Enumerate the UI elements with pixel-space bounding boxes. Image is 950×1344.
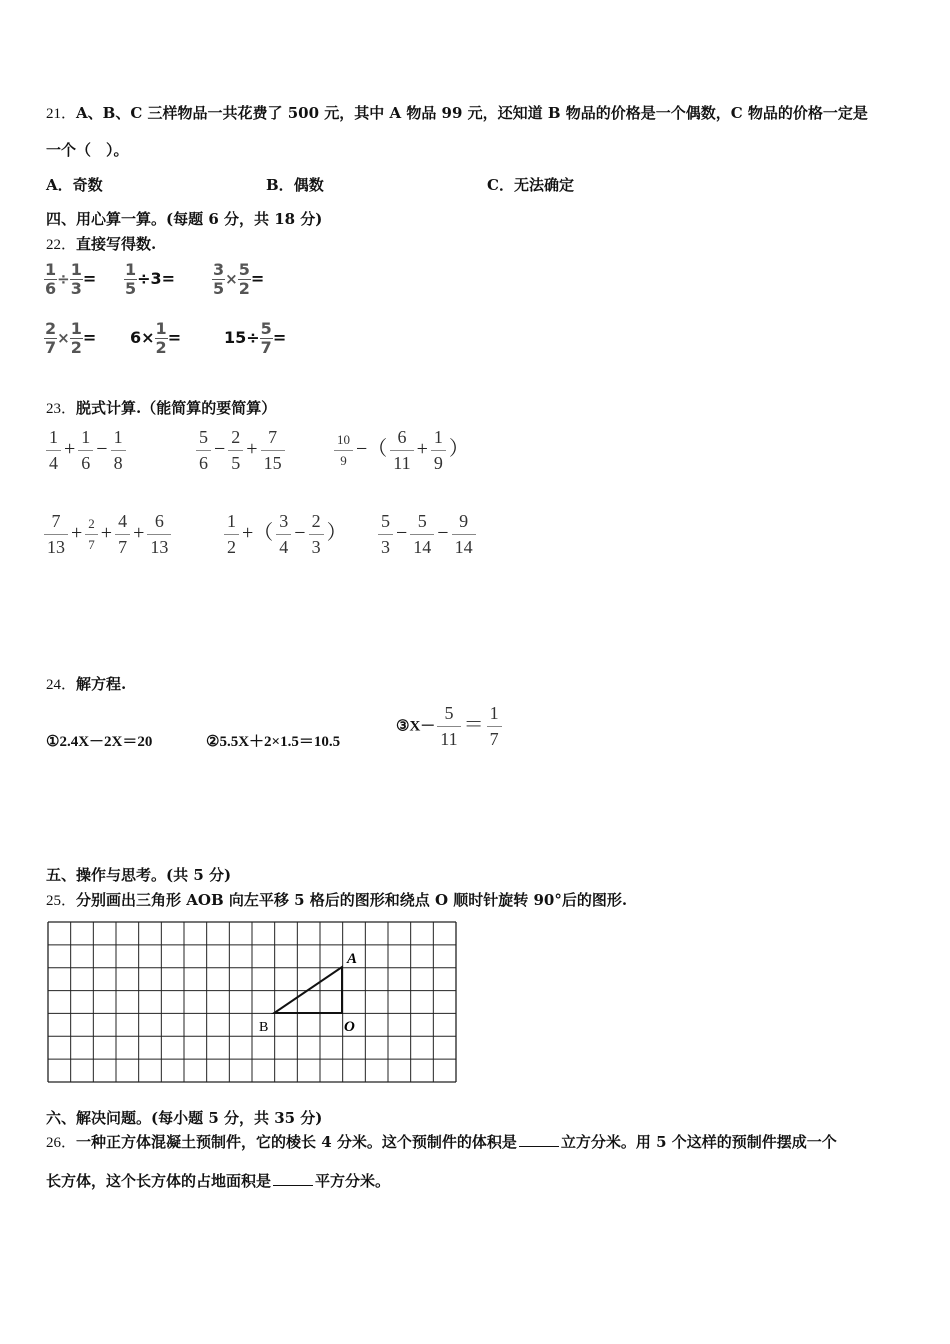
q26-text-c: 长方体，这个长方体的占地面积是 [46,1172,272,1190]
q23-expr-1: $\frac{1}{4}$ + $\frac{1}{6}$ − $\frac{1}{8}$ [44,428,128,473]
q23-expr-2: $\frac{5}{6}$ − $\frac{2}{5}$ + $\frac{7}{15}$ [194,428,287,473]
q26-number: 26． [46,1135,77,1151]
q26-line1 [46,1131,837,1152]
q21-text-line1: A、B、C 三样物品一共花费了 500 元，其中 A 物品 99 元，还知道 B 物品的价格是一个偶数，C 物品的价格一定是 [76,104,868,122]
q25-line [46,889,627,910]
q21-option-a[interactable] [46,174,103,195]
label-o: O [344,1019,355,1035]
answer-blank-volume[interactable] [519,1145,559,1147]
option-text: 偶数 [293,176,324,194]
q23-header [46,397,276,418]
q21-line1 [46,102,868,123]
option-text: 无法确定 [513,176,574,194]
q21-option-c[interactable] [487,174,574,195]
q22-header [46,233,156,254]
section5-title: 五、操作与思考。(共 5 分) [46,866,232,884]
q21-text-line2: 一个（ ）。 [46,141,129,159]
q22-expr-3: $\frac{3}{5}$ × $\frac{5}{2}$ = [213,260,265,298]
q23-expr-5: $\frac{1}{2}$ +（ $\frac{3}{4}$ − $\frac{2}{3}$ ） [222,512,348,557]
q21-number: 21． [46,106,77,122]
q25-number: 25． [46,893,77,909]
q22-expr-2: $\frac{1}{5}$ ÷3= [125,260,176,298]
q26-text-b: 立方分米。用 5 个这样的预制件摆成一个 [560,1133,837,1151]
q22-expr-1: $\frac{1}{6}$ ÷ $\frac{1}{3}$ = [45,260,97,298]
q24-header [46,673,126,694]
q23-expr-6: $\frac{5}{3}$ − $\frac{5}{14}$ − $\frac{9}{14}$ [376,512,478,557]
q22-number: 22． [46,237,77,253]
q23-title: 脱式计算.（能简算的要简算） [76,399,277,417]
q24-eq3: ③X－ $\frac{5}{11}$ ＝ $\frac{1}{7}$ [396,704,504,749]
option-letter: C． [487,176,514,194]
triangle-aob [274,967,342,1013]
q24-number: 24． [46,677,77,693]
q22-expr-5: 6× $\frac{1}{2}$ = [130,319,182,357]
q22-title: 直接写得数. [76,235,157,253]
q26-line2 [46,1170,390,1191]
section4-title: 四、用心算一算。(每题 6 分，共 18 分) [46,210,323,228]
option-text: 奇数 [72,176,103,194]
grid-lines [48,922,456,1082]
q24-eq1: ①2.4X－2X＝20 [46,734,153,750]
q22-expr-4: $\frac{2}{7}$ × $\frac{1}{2}$ = [45,319,97,357]
answer-blank-area[interactable] [273,1184,313,1186]
q26-text-a: 一种正方体混凝土预制件，它的棱长 4 分米。这个预制件的体积是 [76,1133,517,1151]
q23-number: 23． [46,401,77,417]
q24-eq2: ②5.5X＋2×1.5＝10.5 [206,734,341,750]
q23-expr-3: $\frac{10}{9}$ −（ $\frac{6}{11}$ + $\frac{1}{9}$ ） [332,428,470,473]
option-letter: B． [266,176,294,194]
label-a: A [347,951,358,967]
q26-text-d: 平方分米。 [315,1172,391,1190]
section6-title: 六、解决问题。(每小题 5 分，共 35 分) [46,1109,323,1127]
q22-expr-6: 15÷ $\frac{5}{7}$ = [224,319,287,357]
q23-expr-4: $\frac{7}{13}$ + $\frac{2}{7}$ + $\frac{4}{7}$ + $\frac{6}{13}$ [42,512,173,557]
q25-grid-figure [46,921,458,1084]
q21-option-b[interactable] [266,174,324,195]
label-b: B [259,1020,269,1035]
option-letter: A． [46,176,73,194]
q24-title: 解方程. [76,675,127,693]
q25-text: 分别画出三角形 AOB 向左平移 5 格后的图形和绕点 O 顺时针旋转 90°后的图形. [76,891,628,909]
